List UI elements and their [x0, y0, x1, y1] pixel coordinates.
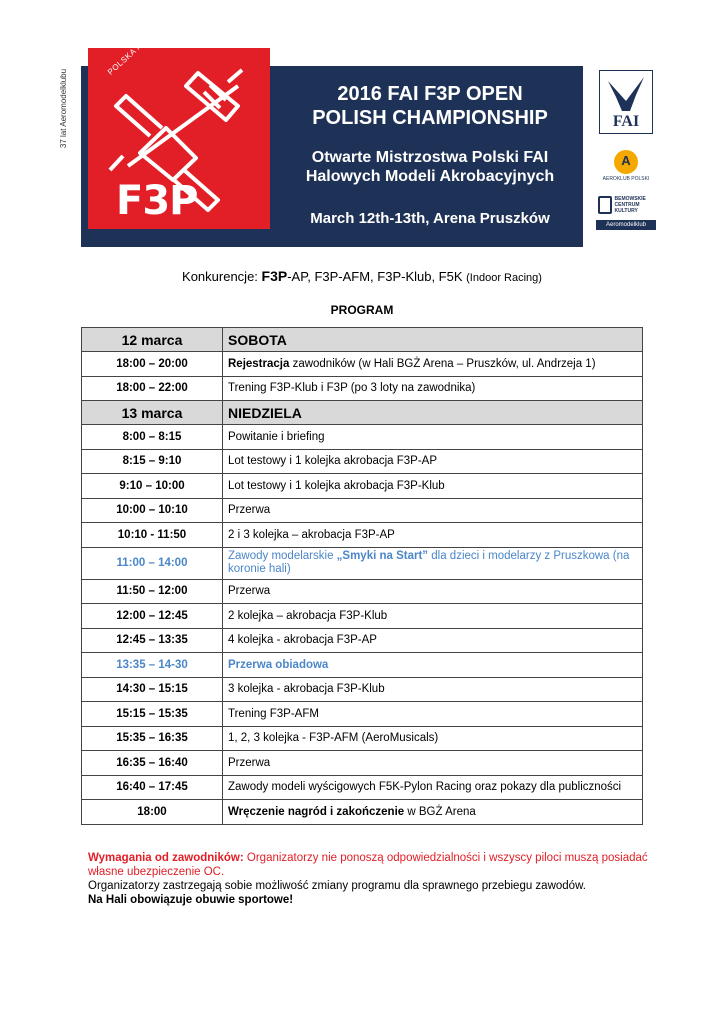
row-activity-bold: Wręczenie nagród i zakończenie	[228, 805, 405, 818]
row-activity: Zawody modeli wyścigowych F5K-Pylon Racing oraz pokazy dla publiczności	[223, 775, 643, 800]
row-activity: Powitanie i briefing	[223, 425, 643, 450]
row-activity-text: dla dzieci i modelarzy z Pruszkowa (na koronie hali)	[228, 550, 630, 575]
row-activity: Przerwa	[223, 751, 643, 776]
event-subtitle-line1: Otwarte Mistrzostwa Polski FAI	[311, 149, 549, 166]
row-activity	[223, 352, 643, 377]
day-name: NIEDZIELA	[223, 401, 643, 425]
eagle-icon	[600, 71, 652, 115]
row-activity-text: zawodników (w Hali BGŻ Arena – Pruszków, ul. Andrzeja 1)	[289, 357, 596, 370]
requirements-text: Organizatorzy nie ponoszą odpowiedzialności i wszyscy piloci muszą posiadać własne ubezpieczenie OC.	[88, 852, 648, 878]
row-activity: 1, 2, 3 kolejka - F3P-AFM (AeroMusicals)	[223, 726, 643, 751]
row-time: 13:35 – 14-30	[82, 653, 223, 678]
bck-logo-text: BEMOWSKIE CENTRUM KULTURY	[614, 196, 646, 214]
bck-icon	[598, 196, 612, 214]
row-activity: 4 kolejka - akrobacja F3P-AP	[223, 628, 643, 653]
aeroklub-logo: A	[614, 150, 638, 174]
logo-ribbon-text: POLSKA POLAND	[106, 21, 167, 77]
competitions-f3p: F3P	[261, 268, 288, 284]
day-date: 13 marca	[82, 401, 223, 425]
row-activity: Trening F3P-Klub i F3P (po 3 loty na zawodnika)	[223, 376, 643, 401]
requirements-note	[88, 851, 648, 879]
table-row	[82, 425, 643, 450]
table-row	[82, 474, 643, 499]
logo-f3p-text: F3P	[116, 178, 198, 224]
row-time: 18:00 – 20:00	[82, 352, 223, 377]
row-time: 18:00 – 22:00	[82, 376, 223, 401]
sponsor-logos	[592, 60, 660, 230]
table-row	[82, 449, 643, 474]
program-title: PROGRAM	[330, 303, 394, 317]
competitions-label: Konkurencje:	[182, 269, 262, 284]
table-row	[82, 579, 643, 604]
row-time: 16:35 – 16:40	[82, 751, 223, 776]
table-row	[82, 604, 643, 629]
row-time: 16:40 – 17:45	[82, 775, 223, 800]
day-name: SOBOTA	[223, 328, 643, 352]
day-header-row	[82, 401, 643, 425]
row-time: 12:00 – 12:45	[82, 604, 223, 629]
vertical-caption-text: 37 lat Aeromodelklubu	[59, 68, 69, 148]
row-time: 9:10 – 10:00	[82, 474, 223, 499]
table-row	[82, 523, 643, 548]
row-time: 8:00 – 8:15	[82, 425, 223, 450]
row-activity: 2 i 3 kolejka – akrobacja F3P-AP	[223, 523, 643, 548]
day-date: 12 marca	[82, 328, 223, 352]
row-activity: Trening F3P-AFM	[223, 702, 643, 727]
row-activity: Lot testowy i 1 kolejka akrobacja F3P-Klub	[223, 474, 643, 499]
competitions-line	[0, 268, 724, 284]
table-row	[82, 751, 643, 776]
competitions-list: -AP, F3P-AFM, F3P-Klub, F5K	[287, 269, 467, 284]
sport-shoes-note: Na Hali obowiązuje obuwie sportowe!	[88, 894, 294, 906]
schedule-table	[81, 327, 643, 825]
row-time: 8:15 – 9:10	[82, 449, 223, 474]
row-time: 10:00 – 10:10	[82, 498, 223, 523]
row-activity-bold: „Smyki na Start”	[336, 550, 429, 562]
row-time: 11:00 – 14:00	[82, 547, 223, 579]
row-activity-text: w BGŻ Arena	[404, 805, 476, 818]
table-row	[82, 498, 643, 523]
table-row	[82, 376, 643, 401]
bck-logo	[592, 196, 660, 214]
fai-logo	[599, 70, 653, 134]
row-time: 11:50 – 12:00	[82, 579, 223, 604]
fai-logo-text: FAI	[612, 113, 640, 130]
row-time: 10:10 - 11:50	[82, 523, 223, 548]
day-header-row	[82, 328, 643, 352]
requirements-label: Wymagania od zawodników:	[88, 852, 244, 864]
table-row	[82, 800, 643, 825]
table-row	[82, 702, 643, 727]
table-row	[82, 352, 643, 377]
event-date-venue: March 12th-13th, Arena Pruszków	[310, 210, 550, 227]
row-activity	[223, 547, 643, 579]
notes-section	[88, 851, 648, 907]
row-activity: Przerwa	[223, 579, 643, 604]
row-activity-pre: Zawody modelarskie	[228, 550, 337, 562]
table-row	[82, 726, 643, 751]
aeromodelklub-logo: Aeromodelklub	[596, 220, 656, 230]
table-row	[82, 677, 643, 702]
row-time: 18:00	[82, 800, 223, 825]
row-activity	[223, 800, 643, 825]
event-subtitle	[280, 148, 580, 186]
aeroklub-logo-text: AEROKLUB POLSKI	[602, 176, 650, 182]
row-activity-bold: Rejestracja	[228, 357, 290, 370]
event-title-line1: 2016 FAI F3P OPEN	[337, 83, 523, 105]
row-activity: Przerwa obiadowa	[223, 653, 643, 678]
table-row	[82, 628, 643, 653]
row-time: 15:35 – 16:35	[82, 726, 223, 751]
table-row	[82, 547, 643, 579]
competitions-note: (Indoor Racing)	[466, 272, 542, 284]
row-time: 12:45 – 13:35	[82, 628, 223, 653]
row-activity: 3 kolejka - akrobacja F3P-Klub	[223, 677, 643, 702]
f3p-logo	[88, 21, 270, 229]
event-title-line2: POLISH CHAMPIONSHIP	[312, 107, 548, 129]
table-row	[82, 775, 643, 800]
row-activity: Lot testowy i 1 kolejka akrobacja F3P-AP	[223, 449, 643, 474]
vertical-caption	[57, 58, 71, 158]
event-title	[280, 82, 580, 130]
row-activity: 2 kolejka – akrobacja F3P-Klub	[223, 604, 643, 629]
table-row	[82, 653, 643, 678]
event-subtitle-line2: Halowych Modeli Akrobacyjnych	[305, 168, 555, 185]
program-change-note: Organizatorzy zastrzegają sobie możliwość zmiany programu dla sprawnego przebiegu zawodów.	[88, 880, 586, 892]
row-time: 14:30 – 15:15	[82, 677, 223, 702]
row-time: 15:15 – 15:35	[82, 702, 223, 727]
row-activity: Przerwa	[223, 498, 643, 523]
